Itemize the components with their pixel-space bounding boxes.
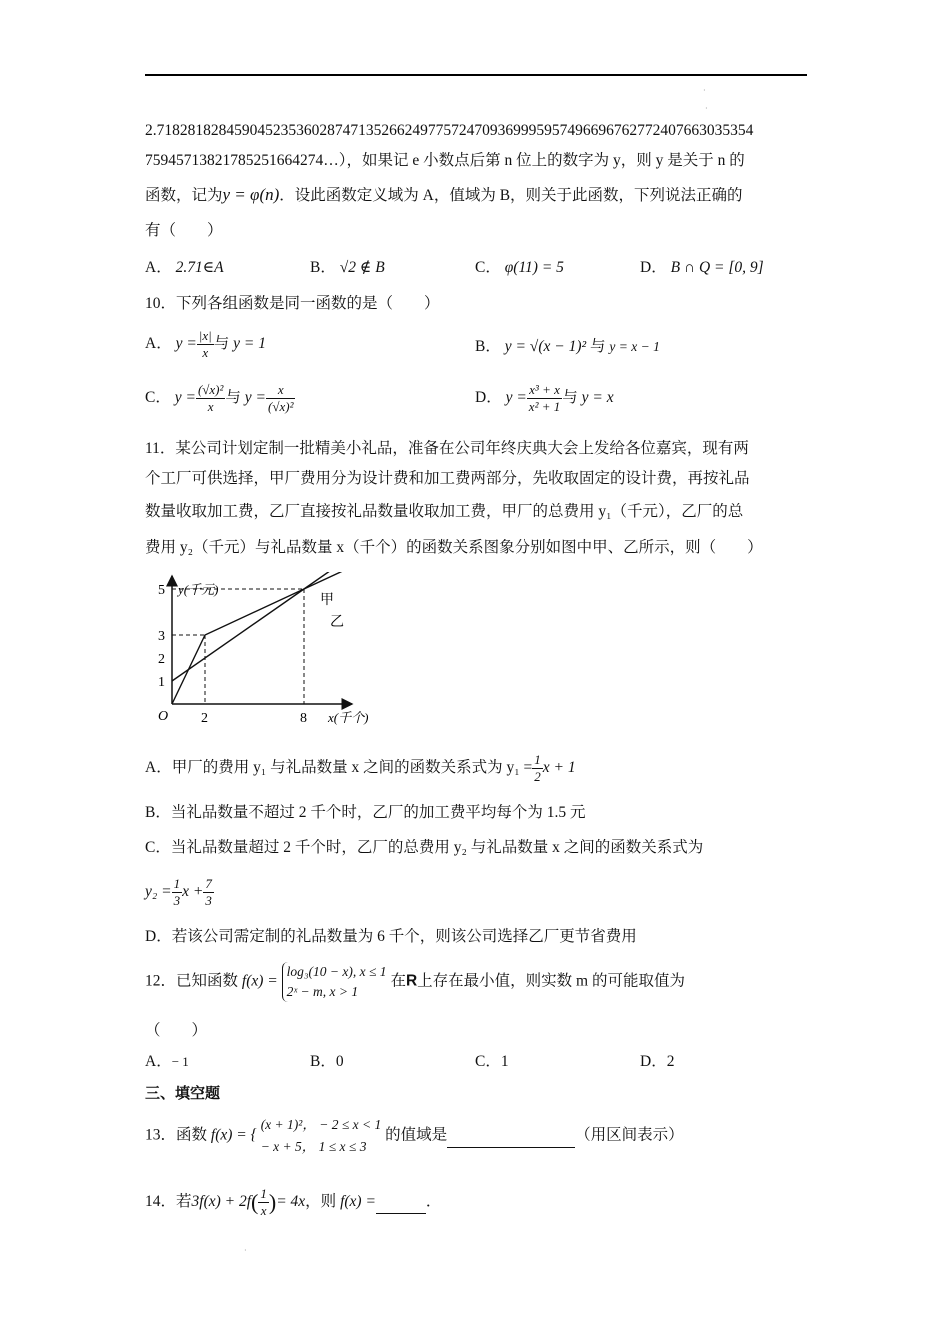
series-label-yi: 乙	[330, 615, 344, 630]
x-tick-label-8: 8	[300, 711, 307, 726]
q12-option-d[interactable]: D．2	[640, 1053, 675, 1070]
series-label-jia: 甲	[320, 593, 334, 608]
q11-option-c[interactable]: C．当礼品数量超过 2 千个时，乙厂的总费用 y₂ 与礼品数量 x 之间的函数关系式为	[145, 839, 704, 856]
q10-stem: 10．下列各组函数是同一函数的是（ ）	[145, 295, 440, 312]
q9-formula: y = φ(n)	[222, 185, 280, 204]
scan-dot: ·	[703, 86, 706, 95]
q9-line1: 2.71828182845904523536028747135266249775724709369995957496696762772407663035354	[145, 122, 754, 139]
q10-option-d[interactable]: D． y = $\frac{\text{x³ + x}}{\text{x² + 1}}$ 与 y = x	[475, 382, 614, 414]
q9-line3: 函数，记为y = φ(n)．设此函数定义域为 A，值域为 B，则关于此函数，下列说法正确的	[145, 185, 743, 204]
q9-line4: 有（ ）	[145, 222, 223, 239]
q9-option-a[interactable]: A． 2.71∈A	[145, 259, 224, 276]
q11-line3: 数量收取加工费，乙厂直接按礼品数量收取加工费，甲厂的总费用 y₁（千元），乙厂的总	[145, 503, 744, 520]
q11-option-b[interactable]: B．当礼品数量不超过 2 千个时，乙厂的加工费平均每个为 1.5 元	[145, 804, 586, 821]
q12-option-a[interactable]: A．− 1	[145, 1053, 189, 1070]
origin-label: O	[158, 709, 169, 724]
q9-line2: 7594571382178525166427​4…），如果记 e 小数点后第 n 位上的数字为 y，则 y 是关于 n 的	[145, 152, 745, 169]
q14-stem: 14．若3f(x) + 2f( $\frac{1}{x}$ )= 4x，则 f(x) = ．	[145, 1186, 442, 1218]
q12-stem: 12．已知函数 f(x) = log₃(10 − x), x ≤ 1 2ˣ − m, x > 1 在R上存在最小值，则实数 m 的可能取值为	[145, 962, 685, 1002]
q10-option-a[interactable]: A． y = $\frac{|x|}{x}$ 与 y = 1	[145, 328, 266, 360]
y-tick-label-3: 3	[158, 629, 165, 644]
y-axis-label: y(千元)	[178, 582, 219, 597]
q9-option-b[interactable]: B． √2 ∉ B	[310, 259, 385, 276]
q11-option-a[interactable]: A．甲厂的费用 y₁ 与礼品数量 x 之间的函数关系式为 y₁ = $\frac{1}{2}$ x + 1	[145, 752, 576, 784]
q13-stem: 13．函数 f(x) = { (x + 1)²， − 2 ≤ x < 1 − x + 5， 1 ≤ x ≤ 3 的值域是 （用区间表示）	[145, 1114, 684, 1158]
x-tick-label-2: 2	[201, 711, 208, 726]
y-tick-label-5: 5	[158, 583, 165, 598]
q12-paren: （ ）	[145, 1022, 208, 1039]
q14-answer-blank[interactable]	[376, 1191, 426, 1214]
x-axis-label: x(千个)	[328, 710, 369, 725]
q11-line4: 费用 y₂（千元）与礼品数量 x（千个）的函数关系图象分别如图中甲、乙所示，则（ ）	[145, 539, 763, 556]
y-tick-label-1: 1	[158, 675, 165, 690]
q10-option-b[interactable]: B． y = √(x − 1)² 与 y = x − 1	[475, 338, 660, 355]
y-tick-label-2: 2	[158, 652, 165, 667]
q11-option-d[interactable]: D．若该公司需定制的礼品数量为 6 千个，则该公司选择乙厂更节省费用	[145, 928, 637, 945]
q12-option-b[interactable]: B．0	[310, 1053, 344, 1070]
q11-option-c-formula: y₂ = $\frac{1}{3}$ x + $\frac{7}{3}$	[145, 876, 212, 908]
scan-dot: ·	[705, 104, 708, 113]
q12-option-c[interactable]: C．1	[475, 1053, 509, 1070]
q13-answer-blank[interactable]	[447, 1125, 575, 1148]
q12-piecewise: log₃(10 − x), x ≤ 1 2ˣ − m, x > 1	[282, 962, 387, 1002]
q10-option-c[interactable]: C． y = $\frac{\text{(√x)²}}{x}$ 与 y = $\frac{x}{\text{(√x)²}}$	[145, 382, 294, 414]
header-rule	[145, 74, 807, 76]
section-title: 三、填空题	[145, 1085, 221, 1102]
q9-option-d[interactable]: D． B ∩ Q = [0, 9]	[640, 259, 764, 276]
scan-dot: ·	[244, 1246, 247, 1255]
q13-piecewise: (x + 1)²， − 2 ≤ x < 1 − x + 5， 1 ≤ x ≤ 3	[260, 1117, 382, 1154]
q11-line2: 个工厂可供选择，甲厂费用分为设计费和加工费两部分，先收取固定的设计费，再按礼品	[145, 470, 750, 487]
cost-chart	[140, 572, 390, 732]
q9-option-c[interactable]: C． φ(11) = 5	[475, 259, 564, 276]
q11-line1: 11．某公司计划定制一批精美小礼品，准备在公司年终庆典大会上发给各位嘉宾，现有两	[145, 440, 749, 457]
